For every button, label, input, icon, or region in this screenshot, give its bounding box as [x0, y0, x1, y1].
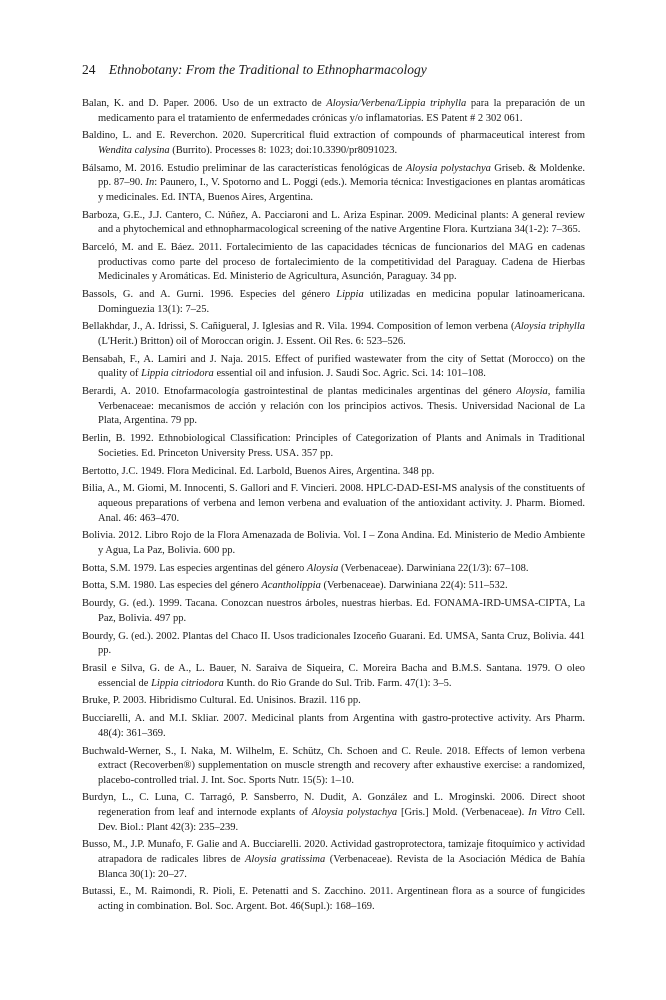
reference-text: Botta, S.M. 1979. Las especies argentinas del género	[82, 562, 307, 574]
reference-entry	[82, 712, 585, 741]
reference-text: Balan, K. and D. Paper. 2006. Uso de un extracto de	[82, 98, 327, 109]
reference-text: Bourdy, G. (ed.). 1999. Tacana. Conozcan nuestros árboles, nuestras hierbas. Ed. FONAMA-IRD-UMSA-CIPTA, La Paz, Bolivia. 497 pp.	[82, 598, 585, 624]
reference-text: Brasil e Silva, G. de A., L. Bauer, N. Saraiva de Siqueira, C. Moreira Bacha and B.M.S. Santana. 1979. O oleo essencial de	[82, 662, 585, 689]
reference-text: Bolivia. 2012. Libro Rojo de la Flora Amenazada de Bolivia. Vol. I – Zona Andina. Ed. Ministerio de Medio Ambiente y Agua, La Paz, Bolivia. 600 pp.	[82, 530, 585, 556]
reference-text: (Verbenaceae). Darwiniana 22(1/3): 67–108.	[338, 562, 529, 574]
reference-text: Bálsamo, M. 2016. Estudio preliminar de las características fenológicas de	[82, 162, 406, 174]
reference-text: Burdyn, L., C. Luna, C. Tarragó, P. Sansberro, N. Dudit, A. González and L. Mroginski. 2006. Direct shoot regeneration from leaf and internode explants of	[82, 792, 585, 819]
reference-entry	[82, 129, 585, 158]
reference-entry	[82, 432, 585, 461]
reference-text: Bertotto, J.C. 1949. Flora Medicinal. Ed. Larbold, Buenos Aires, Argentina. 348 pp.	[82, 465, 435, 477]
reference-entry	[82, 353, 585, 382]
reference-text: para la preparación de un medicamento para el tratamiento de enfermedades crónicas y/o inflamatorias. ES Patent # 2 302 061.	[98, 98, 586, 124]
reference-entry	[82, 579, 585, 594]
reference-entry	[82, 630, 585, 659]
reference-text: (Burrito). Processes 8: 1023; doi:10.3390/pr8091023.	[169, 144, 398, 156]
reference-italic-text: In Vitro	[528, 807, 562, 819]
reference-list	[82, 97, 585, 918]
reference-text: (Verbenaceae). Revista de la Asociación Médica de Bahía Blanca 30(1): 20–27.	[98, 854, 585, 880]
reference-italic-text: Aloysia polystachya	[405, 162, 491, 174]
reference-text: Busso, M., J.P. Munafo, F. Galie and A. Bucciarelli. 2020. Actividad gastroprotectora, tamizaje fitoquímico y actividad atrapadora de radicales libres de	[82, 839, 585, 866]
reference-entry	[82, 745, 585, 789]
reference-italic-text: Aloysia triphylla	[514, 321, 585, 333]
reference-entry	[82, 385, 585, 429]
reference-text: Bellakhdar, J., A. Idrissi, S. Cañigueral, J. Iglesias and R. Vila. 1994. Composition of lemon verbena (	[82, 321, 515, 333]
page-number: 24	[82, 62, 96, 77]
running-header	[82, 62, 427, 78]
reference-italic-text: Lippia	[336, 289, 364, 301]
reference-italic-text: Aloysia polystachya	[311, 807, 398, 819]
reference-text: utilizadas en medicina popular latinoamericana. Dominguezia 13(1): 7–25.	[98, 289, 586, 315]
reference-italic-text: Acantholippia	[261, 580, 321, 592]
reference-text: Bassols, G. and A. Gurni. 1996. Especies del género	[82, 289, 337, 301]
reference-text: Kunth. do Rio Grande do Sul. Trib. Farm. 47(1): 3–5.	[223, 677, 452, 689]
reference-entry	[82, 241, 585, 285]
reference-entry	[82, 97, 585, 126]
book-title: Ethnobotany: From the Traditional to Ethnopharmacology	[108, 62, 427, 77]
reference-entry	[82, 529, 585, 558]
reference-text: Cell. Dev. Biol.: Plant 42(3): 235–239.	[98, 807, 585, 833]
reference-entry	[82, 320, 585, 349]
reference-text: Buchwald-Werner, S., I. Naka, M. Wilhelm, E. Schütz, Ch. Schoen and C. Reule. 2018. Effects of lemon verbena extract (Recoverben®) supplementation on muscle strength and recovery after exhaustive exercise: a randomized, placebo-controlled trial. J. Int. Soc. Sports Nutr. 15(5): 1–10.	[82, 745, 585, 786]
reference-entry	[82, 662, 585, 691]
reference-italic-text: In	[145, 177, 155, 189]
reference-text: (L'Herit.) Britton) oil of Moroccan origin. J. Essent. Oil Res. 6: 523–526.	[98, 336, 406, 348]
reference-entry	[82, 885, 585, 914]
reference-text: , familia Verbenaceae: mecanismos de acción y relación con los principios activos. Thesis. Universidad Nacional de La Plata, Argentina. 79 pp.	[98, 386, 585, 427]
reference-entry	[82, 791, 585, 835]
reference-entry	[82, 838, 585, 882]
reference-italic-text: Aloysia/Verbena/Lippia triphylla	[326, 98, 467, 109]
reference-text: Berlin, B. 1992. Ethnobiological Classification: Principles of Categorization of Plants and Animals in Traditional Societies. Ed. Princeton University Press. USA. 357 pp.	[82, 433, 585, 459]
reference-text: Griseb. & Moldenke. pp. 87–90.	[98, 162, 585, 189]
reference-text: Bucciarelli, A. and M.I. Skliar. 2007. Medicinal plants from Argentina with gastro-protective activity. Ars Pharm. 48(4): 361–369.	[82, 713, 585, 739]
reference-text: Bourdy, G. (ed.). 2002. Plantas del Chaco II. Usos tradicionales Izoceño Guarani. Ed. UMSA, Santa Cruz, Bolivia. 441 pp.	[82, 630, 585, 657]
reference-text: essential oil and infusion. J. Saudi Soc. Agric. Sci. 14: 101–108.	[213, 368, 486, 380]
reference-text: (Verbenaceae). Darwiniana 22(4): 511–532.	[320, 580, 508, 592]
reference-italic-text: Aloysia gratissima	[244, 854, 326, 866]
reference-text: Barboza, G.E., J.J. Cantero, C. Núñez, A. Pacciaroni and L. Ariza Espinar. 2009. Medicinal plants: A general review and a phytochemical and ethnopharmacological screening of the native Argentine Flora. Kurtziana 34(1-2): 7–365.	[82, 209, 585, 236]
reference-italic-text: Aloysia	[516, 386, 548, 398]
reference-text: Baldino, L. and E. Reverchon. 2020. Supercritical fluid extraction of compounds of pharmaceutical interest from	[82, 130, 585, 142]
reference-entry	[82, 694, 585, 709]
reference-entry	[82, 562, 585, 577]
reference-entry	[82, 465, 585, 480]
reference-text: : Paunero, I., V. Spotorno and L. Poggi (eds.). Memoria técnica: Investigaciones en plantas aromáticas y medicinales. Ed. INTA, Buenos Aires, Argentina.	[98, 177, 585, 203]
reference-italic-text: Wendita calysina	[98, 144, 170, 156]
reference-text: Barceló, M. and E. Báez. 2011. Fortalecimiento de las capacidades técnicas de funcionarios del MAG en cadenas productivas como parte del proceso de fortalecimiento de la competitividad del Paraguay. Cadena de Hierbas Medicinales y Aromáticas. Ed. Ministerio de Agricultura, Asunción, Paraguay. 34 pp.	[82, 242, 585, 283]
reference-text: [Gris.] Mold. (Verbenaceae).	[397, 807, 529, 819]
reference-italic-text: Lippia citriodora	[151, 677, 224, 689]
reference-italic-text: Aloysia	[306, 562, 339, 574]
reference-entry	[82, 209, 585, 238]
reference-text: Bilia, A., M. Giomi, M. Innocenti, S. Gallori and F. Vincieri. 2008. HPLC-DAD-ESI-MS analysis of the constituents of aqueous preparations of verbena and lemon verbena and evaluation of the antioxidant activity. J. Pharm. Biomed. Anal. 46: 463–470.	[82, 483, 585, 524]
reference-italic-text: Lippia citriodora	[141, 368, 214, 380]
reference-text: Bruke, P. 2003. Hibridismo Cultural. Ed. Unisinos. Brazil. 116 pp.	[82, 695, 361, 707]
reference-text: Botta, S.M. 1980. Las especies del género	[82, 580, 262, 592]
reference-entry	[82, 162, 585, 206]
reference-entry	[82, 288, 585, 317]
reference-text: Butassi, E., M. Raimondi, R. Pioli, E. Petenatti and S. Zacchino. 2011. Argentinean flora as a source of fungicides acting in combination. Bol. Soc. Argent. Bot. 46(Supl.): 168–169.	[82, 886, 585, 912]
reference-text: Bensabah, F., A. Lamiri and J. Naja. 2015. Effect of purified wastewater from the city of Settat (Morocco) on the quality of	[82, 353, 585, 380]
reference-entry	[82, 597, 585, 626]
reference-entry	[82, 482, 585, 526]
reference-text: Berardi, A. 2010. Etnofarmacología gastrointestinal de plantas medicinales argentinas del género	[82, 386, 517, 398]
